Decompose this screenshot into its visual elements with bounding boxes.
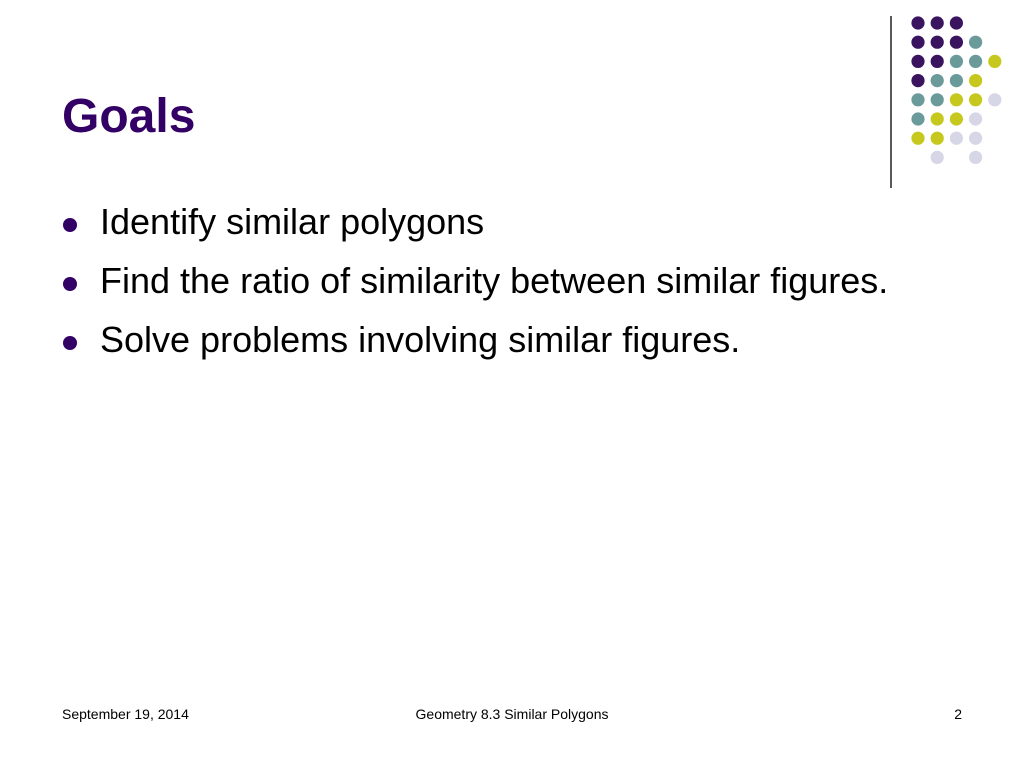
decorative-dot-teal — [931, 93, 944, 106]
decorative-dot-lavender — [950, 132, 963, 145]
decorative-dot-purple — [911, 74, 924, 87]
decorative-dot-yellow — [969, 93, 982, 106]
decorative-dot-teal — [950, 55, 963, 68]
decorative-dot-yellow — [931, 132, 944, 145]
decorative-dot-yellow — [911, 132, 924, 145]
bullet-point — [63, 277, 77, 291]
decorative-dot-yellow — [988, 55, 1001, 68]
footer-page-number: 2 — [954, 706, 962, 722]
decorative-dot-lavender — [988, 93, 1001, 106]
decorative-dot-yellow — [950, 93, 963, 106]
decorative-dot-purple — [911, 55, 924, 68]
bullet-item — [62, 259, 922, 302]
bullet-point — [63, 218, 77, 232]
decorative-dot-lavender — [931, 151, 944, 164]
decorative-dot-teal — [911, 112, 924, 125]
decorative-dot-purple — [911, 36, 924, 49]
bullet-text: Solve problems involving similar figures. — [100, 319, 741, 361]
decorative-dot-purple — [911, 16, 924, 29]
decorative-dot-teal — [969, 36, 982, 49]
decorative-dot-purple — [931, 55, 944, 68]
bullet-text: Identify similar polygons — [100, 201, 485, 242]
decorative-dot-lavender — [969, 132, 982, 145]
decorative-dot-purple — [931, 16, 944, 29]
decorative-dot-purple — [931, 36, 944, 49]
decorative-dot-lavender — [969, 112, 982, 125]
slide-title: Goals — [62, 90, 196, 143]
decorative-dot-yellow — [969, 74, 982, 87]
decorative-dot-purple — [950, 16, 963, 29]
footer-date: September 19, 2014 — [62, 706, 189, 722]
decorative-dot-teal — [950, 74, 963, 87]
bullet-list — [62, 200, 922, 378]
decorative-dot-teal — [931, 74, 944, 87]
footer-title: Geometry 8.3 Similar Polygons — [415, 706, 609, 722]
decorative-divider — [890, 16, 892, 188]
decorative-dot-purple — [950, 36, 963, 49]
decorative-dot-teal — [911, 93, 924, 106]
bullet-text: Find the ratio of similarity between similar figures. — [100, 260, 889, 302]
bullet-item — [62, 318, 922, 361]
decorative-dot-yellow — [950, 112, 963, 125]
decorative-dot-lavender — [969, 151, 982, 164]
decorative-dot-teal — [969, 55, 982, 68]
bullet-point — [63, 336, 77, 350]
decorative-dot-yellow — [931, 112, 944, 125]
bullet-item — [62, 200, 922, 243]
